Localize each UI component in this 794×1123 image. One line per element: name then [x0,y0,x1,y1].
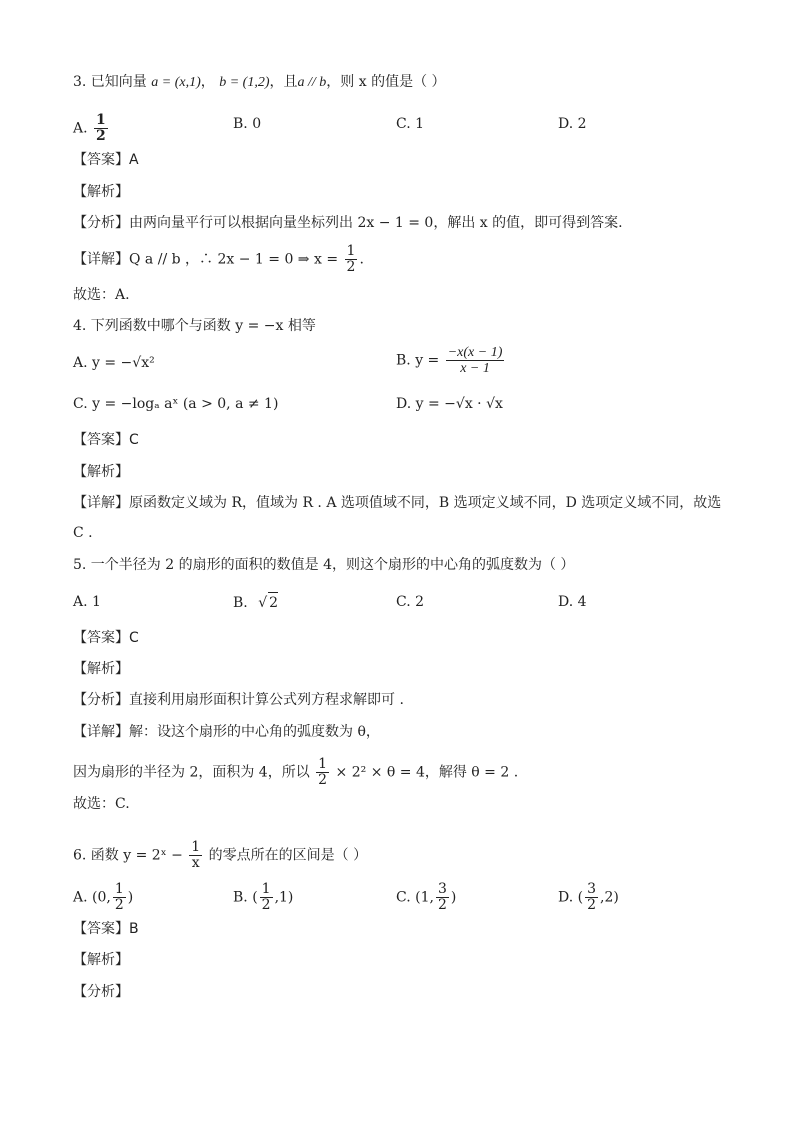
q5-option-c: C. 2 [396,594,425,610]
q3-option-a [73,113,110,144]
q5-option-a: A. 1 [73,594,101,610]
q4-option-c: C. y = −logₐ aˣ (a > 0, a ≠ 1) [73,396,279,412]
q4-stem: 4. 下列函数中哪个与函数 y = −x 相等 [73,318,316,334]
q3-vector-b: b = (1,2) [219,75,270,90]
q6-option-b [233,882,293,913]
q6-option-b-a: B. ( [233,889,258,906]
q6-jiexi: 【解析】 [73,952,129,968]
q6-option-b-fraction [260,882,273,913]
q6-option-b-b: ,1) [274,889,294,906]
q6-stem-b: 的零点所在的区间是（ ） [208,847,368,864]
q3-condition: a // b [297,75,327,90]
q4-option-b-label: B. y = [396,352,440,369]
q5-choose: 故选：C. [73,796,130,812]
q3-end: ，则 x 的值是（ ） [326,74,446,90]
q5-detail-fraction [316,757,329,788]
q3-choose: 故选：A. [73,287,130,303]
q6-stem-den: x [191,855,200,871]
q5-detail-text: 解：设这个扇形的中心角的弧度数为 θ， [129,724,380,740]
q3-vector-a: a = (x,1) [151,75,201,90]
q5-detail-line2-a: 因为扇形的半径为 2，面积为 4，所以 [73,764,310,781]
q6-analysis-tag: 【分析】 [73,984,129,1000]
q4-detail-cont: C . [73,525,93,541]
q3-option-c: C. 1 [396,116,425,132]
q3-stem-text: 3. 已知向量 [73,74,147,90]
q6-option-d-fraction [585,882,598,913]
q5-detail-line2 [73,757,518,788]
q5-detail [73,722,380,742]
q6-option-d-den: 2 [587,897,597,913]
q3-detail-text: Q a // b ，∴ 2x − 1 = 0 ⇒ x = [129,251,339,268]
q4-option-d: D. y = −√x · √x [396,396,503,412]
q6-option-c-num: 3 [437,881,447,897]
q6-option-a [73,882,133,913]
q5-detail-line2-b: × 2² × θ = 4，解得 θ = 2 . [335,764,519,781]
q3-jiexi: 【解析】 [73,184,129,200]
q3-option-d: D. 2 [558,116,587,132]
q3-detail-den: 2 [346,259,356,275]
q6-option-a-fraction [113,882,126,913]
q3-analysis [73,213,623,233]
q3-stem: 3. 已知向量 a = (x,1)， b = (1,2)，且a // b，则 x 的值是（ ） [73,74,446,90]
q4-answer: 【答案】C [73,432,139,448]
q6-option-d-num: 3 [587,881,597,897]
q6-option-d-a: D. ( [558,889,584,906]
q6-option-c-a: C. (1, [396,889,434,906]
q4-detail [73,493,721,513]
q6-option-a-b: ) [127,889,134,906]
q6-option-a-num: 1 [114,881,124,897]
q3-analysis-text: 由两向量平行可以根据向量坐标列出 2x − 1 = 0，解出 x 的值，即可得到答案. [129,215,623,231]
q5-detail-num: 1 [318,756,328,772]
q3-detail-num: 1 [346,243,356,259]
q5-detail-tag: 【详解】 [73,724,129,740]
q6-option-c [396,882,456,913]
q6-option-d-b: ,2) [600,889,619,906]
q3-detail-tag: 【详解】 [73,251,129,268]
q6-stem-fraction [189,840,202,871]
q3-analysis-tag: 【分析】 [73,215,129,231]
q6-option-b-num: 1 [261,881,271,897]
q3-answer: 【答案】A [73,152,139,168]
q6-stem-a: 6. 函数 y = 2ˣ − [73,847,183,864]
q3-mid: ，且 [269,74,298,90]
q3-option-b: B. 0 [233,116,262,132]
q6-option-a-den: 2 [114,897,124,913]
q6-stem-num: 1 [191,839,201,855]
q6-option-c-fraction [436,882,449,913]
q5-jiexi: 【解析】 [73,661,129,677]
q5-analysis-text: 直接利用扇形面积计算公式列方程求解即可 . [129,692,404,708]
q4-option-b [396,345,506,376]
q6-option-b-den: 2 [261,897,271,913]
q5-option-b: B. √ 2 [233,592,278,613]
q5-answer: 【答案】C [73,630,139,646]
q3-option-a-label: A. [73,120,88,137]
q4-option-a: A. y = −√x² [73,355,155,371]
q5-option-d: D. 4 [558,594,587,610]
q4-option-b-num: −x(x − 1) [447,345,503,360]
q6-stem [73,840,367,871]
q3-detail-fraction [345,244,358,275]
q3-option-a-fraction [94,113,108,144]
q6-answer: 【答案】B [73,921,139,937]
q4-option-b-den: x − 1 [460,361,490,376]
q4-detail-text: 原函数定义域为 R，值域为 R . A 选项值域不同，B 选项定义域不同，D 选项定义域不同，故选 [129,495,722,511]
q5-option-b-value: 2 [268,592,278,613]
q6-option-c-den: 2 [437,897,447,913]
q5-analysis [73,690,404,710]
q5-stem: 5. 一个半径为 2 的扇形的面积的数值是 4，则这个扇形的中心角的弧度数为（ ） [73,557,575,573]
q5-option-b-label: B. [233,595,248,611]
q4-option-b-fraction [446,345,505,376]
q3-detail: 【详解】Q a // b ，∴ 2x − 1 = 0 ⇒ x = $\frac{1}{2}$ . [73,243,364,275]
q6-option-d [558,882,619,913]
q3-option-a-num: 1 [96,112,106,128]
q6-option-c-b: ) [450,889,457,906]
q4-detail-tag: 【详解】 [73,495,129,511]
q5-analysis-tag: 【分析】 [73,692,129,708]
q6-option-a-a: A. (0, [73,889,111,906]
q4-jiexi: 【解析】 [73,464,129,480]
q3-option-a-den: 2 [96,128,106,144]
q5-detail-den: 2 [318,772,328,788]
